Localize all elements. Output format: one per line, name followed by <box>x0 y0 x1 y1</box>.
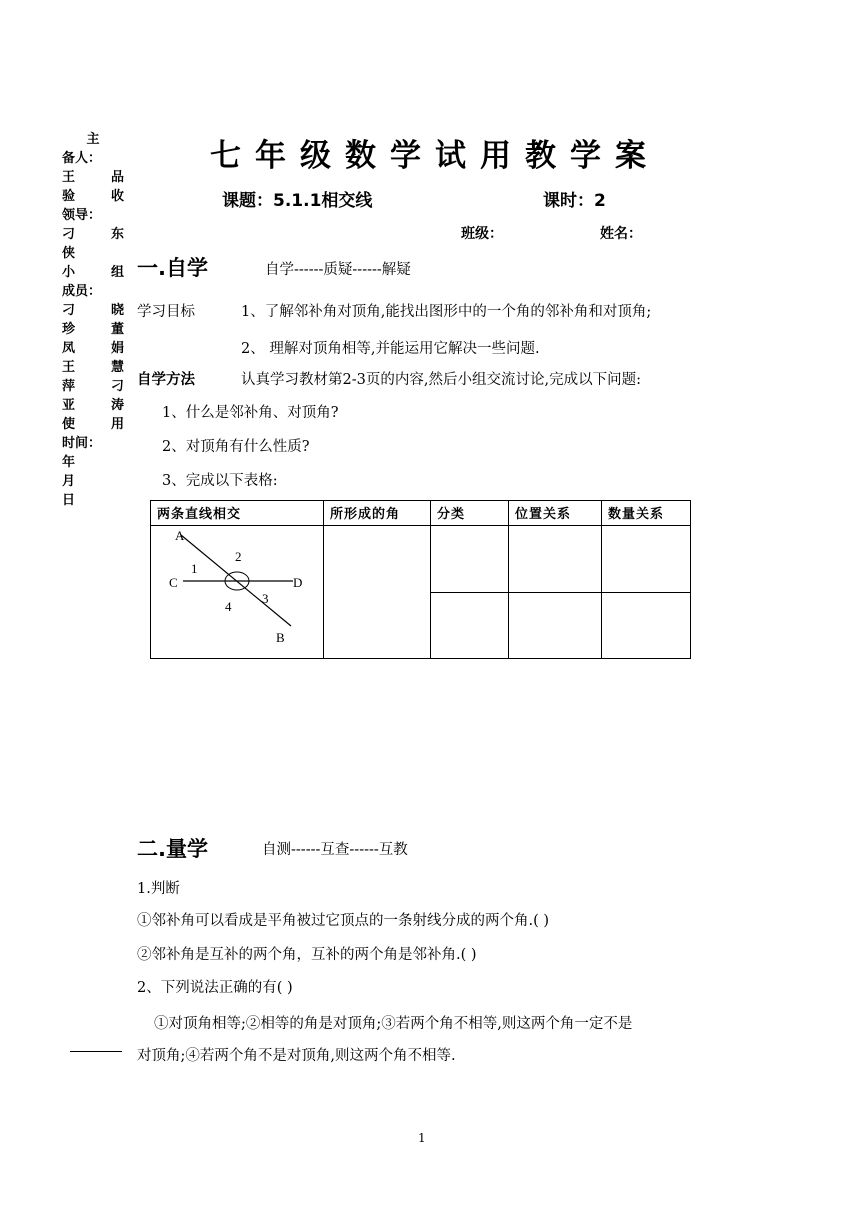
sidebar-line <box>62 263 124 282</box>
lesson-topic: 课题：5.1.1相交线 <box>222 191 373 211</box>
sidebar-text: 年 <box>62 455 76 470</box>
sidebar-text: 成员： <box>62 284 102 299</box>
sidebar-line <box>62 339 124 358</box>
sidebar-text: 侠 <box>62 246 76 261</box>
sidebar-text: 验 <box>62 189 76 204</box>
label-c: C <box>169 575 178 590</box>
sidebar-line <box>62 377 124 396</box>
table-cell[interactable] <box>602 526 691 593</box>
sidebar-text: 领导： <box>62 208 102 223</box>
sidebar-text: 用 <box>110 417 124 432</box>
sidebar-text: 萍 <box>62 379 76 394</box>
sidebar-text: 珍 <box>62 322 76 337</box>
sidebar-text: 慧 <box>110 360 124 375</box>
table-header: 所形成的角 <box>324 501 431 526</box>
label-b: B <box>276 630 285 645</box>
sidebar-text: 时间： <box>62 436 102 451</box>
sidebar-line <box>62 320 124 339</box>
table-cell[interactable] <box>431 526 509 593</box>
sidebar-line <box>62 472 124 491</box>
question-choice: 2、下列说法正确的有( ) <box>137 980 293 996</box>
sidebar-text: 娟 <box>110 341 124 356</box>
angle-table <box>150 500 691 659</box>
sidebar-text: 小 <box>62 265 76 280</box>
sidebar-text: 组 <box>110 265 124 280</box>
sidebar-line <box>62 396 124 415</box>
label-angle-2: 2 <box>235 549 242 564</box>
sidebar-line <box>62 206 124 225</box>
table-cell[interactable] <box>509 592 602 659</box>
sidebar-text: 收 <box>110 189 124 204</box>
sidebar-line <box>62 244 124 263</box>
sidebar-line <box>62 187 124 206</box>
choice-line-2: 对顶角;④若两个角不是对顶角,则这两个角不相等. <box>137 1048 456 1064</box>
judge-title: 1.判断 <box>137 881 180 897</box>
sidebar-text: 日 <box>62 493 76 508</box>
label-angle-3: 3 <box>262 591 269 606</box>
margin-rule <box>70 1051 122 1052</box>
sidebar-text: 董 <box>110 322 124 337</box>
table-header: 两条直线相交 <box>151 501 324 526</box>
sidebar-text: 晓 <box>110 303 124 318</box>
label-angle-4: 4 <box>225 599 232 614</box>
question-1: 1、什么是邻补角、对顶角? <box>162 405 339 421</box>
method-label: 自学方法 <box>137 372 195 388</box>
page-number: 1 <box>418 1131 426 1145</box>
table-cell[interactable] <box>602 592 691 659</box>
sidebar-text: 刁 <box>110 379 124 394</box>
judge-2: ②邻补角是互补的两个角，互补的两个角是邻补角.( ) <box>137 947 477 963</box>
label-angle-1: 1 <box>191 561 198 576</box>
sidebar-text: 涛 <box>110 398 124 413</box>
page-title: 七年级数学试用教学案 <box>210 138 660 174</box>
name-label: 姓名： <box>600 226 642 242</box>
table-cell[interactable] <box>431 592 509 659</box>
sidebar-line <box>62 282 124 301</box>
sidebar-line <box>62 149 124 168</box>
intersecting-lines-figure <box>151 526 323 654</box>
sidebar-text: 刁 <box>62 303 76 318</box>
label-d: D <box>293 575 303 590</box>
table-header: 位置关系 <box>509 501 602 526</box>
lesson-period: 课时：2 <box>543 191 606 211</box>
sidebar-line <box>62 358 124 377</box>
sidebar-text: 王 <box>62 360 76 375</box>
sidebar-line <box>62 168 124 187</box>
sidebar-line <box>62 453 124 472</box>
sidebar-text: 凤 <box>62 341 76 356</box>
section1-heading: 一.自学 <box>137 256 208 280</box>
question-3: 3、完成以下表格: <box>162 473 278 489</box>
class-label: 班级： <box>461 226 503 242</box>
goals-label: 学习目标 <box>137 304 195 320</box>
sidebar-credits <box>62 130 124 510</box>
table-cell[interactable] <box>324 526 431 659</box>
sidebar-text: 东 <box>110 227 124 242</box>
section1-motto: 自学------质疑------解疑 <box>265 262 411 278</box>
goal-1: 1、了解邻补角对顶角,能找出图形中的一个角的邻补角和对顶角; <box>241 304 652 320</box>
table-header: 分类 <box>431 501 509 526</box>
figure-cell <box>151 526 324 659</box>
table-cell[interactable] <box>509 526 602 593</box>
sidebar-text: 使 <box>62 417 76 432</box>
question-2: 2、对顶角有什么性质? <box>162 439 310 455</box>
sidebar-line <box>62 491 124 510</box>
sidebar-line <box>62 415 124 434</box>
sidebar-line <box>62 301 124 320</box>
section2-heading: 二.量学 <box>137 837 208 861</box>
choice-line-1: ①对顶角相等;②相等的角是对顶角;③若两个角不相等,则这两个角一定不是 <box>154 1016 633 1032</box>
sidebar-line <box>62 130 124 149</box>
judge-1: ①邻补角可以看成是平角被过它顶点的一条射线分成的两个角.( ) <box>137 913 550 929</box>
sidebar-text: 月 <box>62 474 76 489</box>
table-header: 数量关系 <box>602 501 691 526</box>
sidebar-line <box>62 434 124 453</box>
section2-motto: 自测------互查------互教 <box>262 842 408 858</box>
sidebar-text: 主 <box>86 132 100 147</box>
sidebar-text: 备人： <box>62 151 102 166</box>
sidebar-text: 品 <box>110 170 124 185</box>
goal-2: 2、 理解对顶角相等,并能运用它解决一些问题. <box>241 341 540 357</box>
sidebar-text: 亚 <box>62 398 76 413</box>
sidebar-text: 王 <box>62 170 76 185</box>
sidebar-line <box>62 225 124 244</box>
method-text: 认真学习教材第2-3页的内容,然后小组交流讨论,完成以下问题: <box>241 372 641 388</box>
label-a: A <box>175 528 185 543</box>
sidebar-text: 刁 <box>62 227 76 242</box>
